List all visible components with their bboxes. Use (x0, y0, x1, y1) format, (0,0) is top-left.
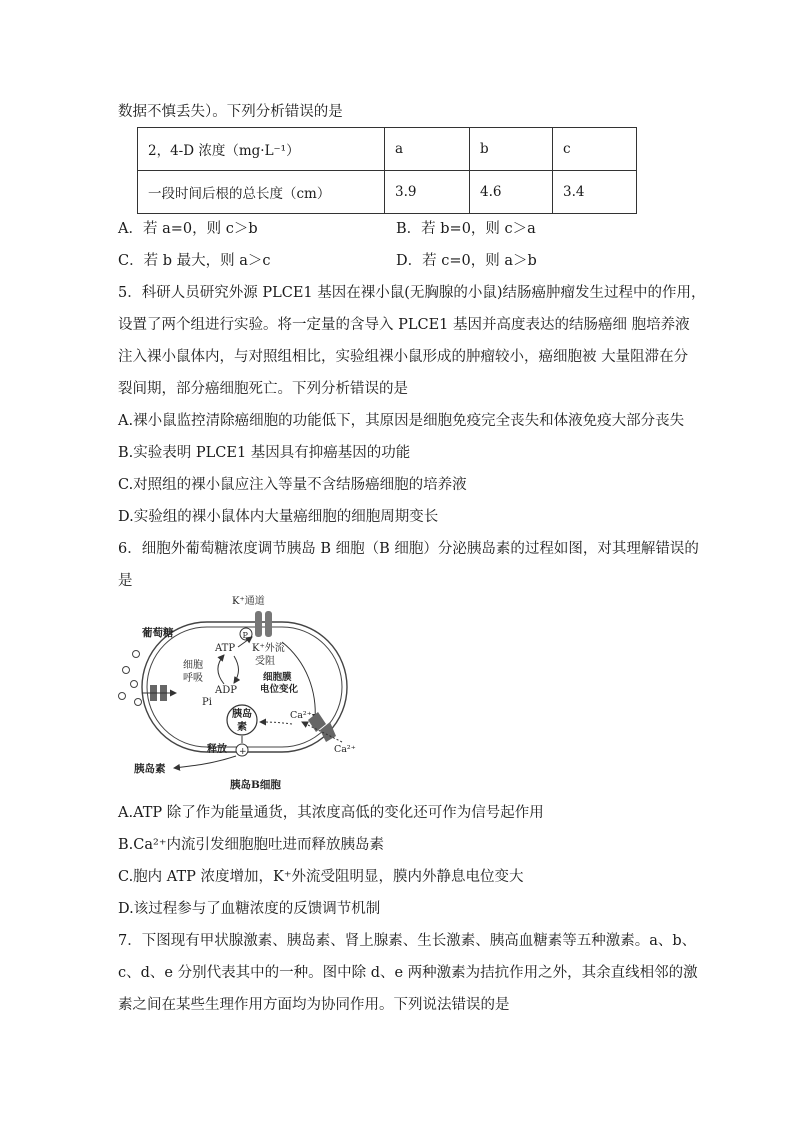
q6-option-a: A.ATP 除了作为能量通货，其浓度高低的变化还可作为信号起作用 (118, 805, 544, 821)
q5-stem-line: 5．科研人员研究外源 PLCE1 基因在裸小鼠(无胸腺的小鼠)结肠癌肿瘤发生过程中的作用， (118, 285, 706, 301)
table-cell: a (385, 128, 470, 171)
q6-stem-line: 是 (118, 573, 133, 589)
intro-line: 数据不慎丢失）。下列分析错误的是 (118, 104, 343, 120)
table-cell: b (470, 128, 553, 171)
glucose-molecule-icon (119, 651, 142, 706)
atp-label: ATP (215, 643, 236, 654)
diagram-caption: 胰岛B细胞 (230, 779, 281, 791)
plus-label: + (239, 747, 247, 757)
q6-stem-line: 6．细胞外葡萄糖浓度调节胰岛 B 细胞（B 细胞）分泌胰岛素的过程如图，对其理解错误的 (118, 541, 699, 557)
q5-option-c: C.对照组的裸小鼠应注入等量不含结肠癌细胞的培养液 (118, 477, 467, 493)
k-efflux-label: 受阻 (255, 656, 275, 667)
insulin-released-label: 胰岛素 (134, 763, 166, 775)
q5-option-b: B.实验表明 PLCE1 基因具有抑癌基因的功能 (118, 445, 411, 461)
q6-option-b: B.Ca²⁺内流引发细胞胞吐进而释放胰岛素 (118, 837, 384, 853)
table-cell: 2，4-D 浓度（mg·L⁻¹） (138, 128, 385, 171)
q4-option-c: C．若 b 最大，则 a＞c (118, 253, 271, 269)
q5-stem-line: 裂间期，部分癌细胞死亡。下列分析错误的是 (118, 381, 408, 397)
q5-stem-line: 注入裸小鼠体内，与对照组相比，实验组裸小鼠形成的肿瘤较小，癌细胞被 大量阻滞在分 (118, 349, 689, 365)
q7-stem-line: c、d、e 分别代表其中的一种。图中除 d、e 两种激素为拮抗作用之外，其余直线相邻的激 (118, 965, 698, 981)
k-channel-label: K⁺通道 (232, 596, 265, 607)
ca-inside-label: Ca²⁺ (290, 710, 312, 721)
pi-label: Pi (202, 697, 212, 708)
concentration-table (137, 127, 637, 214)
q4-option-d: D．若 c=0，则 a＞b (396, 253, 537, 269)
q4-option-a: A．若 a=0，则 c＞b (118, 221, 258, 237)
beta-cell-diagram (112, 592, 372, 792)
table-row (138, 171, 637, 214)
release-label: 释放 (207, 744, 227, 755)
glucose-label: 葡萄糖 (142, 627, 174, 639)
membrane-potential-label: 电位变化 (260, 684, 299, 695)
q5-stem-line: 设置了两个组进行实验。将一定量的含导入 PLCE1 基因并高度表达的结肠癌细 胞培养液 (118, 317, 690, 333)
respiration-label: 细胞 (183, 660, 203, 671)
insulin-vesicle-label: 胰岛 (232, 709, 252, 720)
q6-option-c: C.胞内 ATP 浓度增加，K⁺外流受阻明显，膜内外静息电位变大 (118, 869, 524, 885)
table-cell: 3.4 (553, 171, 637, 214)
table-cell: c (553, 128, 637, 171)
adp-label: ADP (215, 685, 237, 696)
table-cell: 4.6 (470, 171, 553, 214)
membrane-potential-label: 细胞膜 (263, 672, 292, 683)
q5-option-a: A.裸小鼠监控清除癌细胞的功能低下，其原因是细胞免疫完全丧失和体液免疫大部分丧失 (118, 413, 685, 429)
table-row (138, 128, 637, 171)
table-cell: 一段时间后根的总长度（cm） (138, 171, 385, 214)
respiration-label: 呼吸 (183, 673, 203, 684)
q5-option-d: D.实验组的裸小鼠体内大量癌细胞的细胞周期变长 (118, 509, 439, 525)
ca-outside-label: Ca²⁺ (334, 744, 356, 755)
k-channel-icon (255, 611, 272, 637)
phosphate-label: P (242, 631, 248, 640)
q7-stem-line: 7．下图现有甲状腺激素、胰岛素、肾上腺素、生长激素、胰高血糖素等五种激素。a、b、 (118, 933, 697, 949)
q7-stem-line: 素之间在某些生理作用方面均为协同作用。下列说法错误的是 (118, 997, 510, 1013)
insulin-vesicle-label: 素 (237, 722, 247, 733)
q4-option-b: B．若 b=0，则 c＞a (396, 221, 536, 237)
k-efflux-label: K⁺外流 (252, 643, 285, 654)
q6-option-d: D.该过程参与了血糖浓度的反馈调节机制 (118, 901, 381, 917)
table-cell: 3.9 (385, 171, 470, 214)
